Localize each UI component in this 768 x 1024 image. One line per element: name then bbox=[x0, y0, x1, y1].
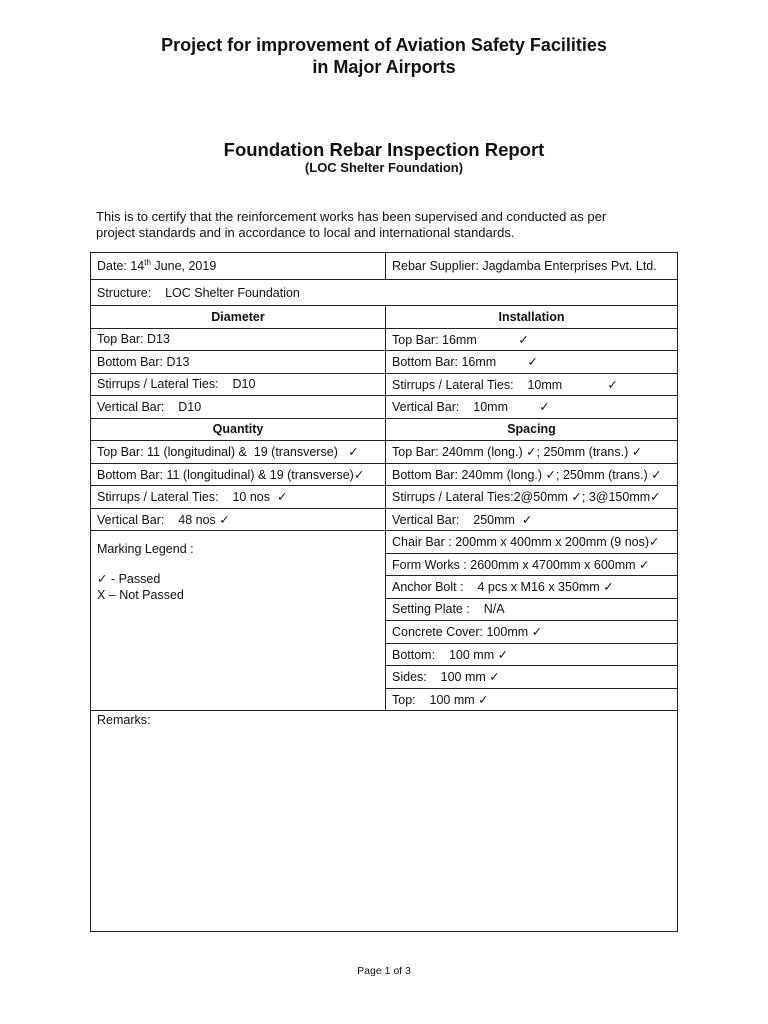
installation-cell: Stirrups / Lateral Ties: 10mm ✓ bbox=[386, 373, 678, 396]
report-subtitle: (LOC Shelter Foundation) bbox=[304, 160, 464, 175]
project-title-line2: in Major Airports bbox=[312, 57, 456, 77]
other-item-cell: Form Works : 2600mm x 4700mm x 600mm ✓ bbox=[386, 553, 678, 576]
spacing-cell: Vertical Bar: 250mm ✓ bbox=[386, 508, 678, 531]
legend-title: Marking Legend : bbox=[97, 542, 194, 556]
project-title-line1: Project for improvement of Aviation Safety Facilities bbox=[161, 35, 607, 55]
structure-cell: Structure: LOC Shelter Foundation bbox=[91, 280, 678, 306]
diameter-header: Diameter bbox=[91, 306, 386, 329]
date-suffix: June, 2019 bbox=[150, 259, 217, 273]
other-item-cell: Setting Plate : N/A bbox=[386, 598, 678, 621]
date-ordinal: th bbox=[144, 257, 151, 267]
remarks-cell bbox=[91, 711, 678, 932]
table-row bbox=[91, 463, 678, 486]
table-row bbox=[91, 373, 678, 396]
report-title: Foundation Rebar Inspection Report bbox=[223, 139, 545, 160]
section-header-row bbox=[91, 418, 678, 441]
certification-line: This is to certify that the reinforcement works has been supervised and conducted as per bbox=[96, 209, 607, 224]
legend-passed: ✓ - Passed bbox=[97, 572, 161, 586]
other-item-cell: Chair Bar : 200mm x 400mm x 200mm (9 nos)✓ bbox=[386, 531, 678, 554]
page-number: Page 1 of 3 bbox=[357, 965, 411, 977]
diameter-cell: Stirrups / Lateral Ties: D10 bbox=[91, 373, 386, 396]
legend-not-passed: X – Not Passed bbox=[97, 588, 184, 602]
remarks-row bbox=[91, 711, 678, 932]
spacing-cell: Bottom Bar: 240mm (long.) ✓; 250mm (trans.) ✓ bbox=[386, 463, 678, 486]
table-row bbox=[91, 441, 678, 464]
spacing-header: Spacing bbox=[386, 418, 678, 441]
installation-cell: Bottom Bar: 16mm ✓ bbox=[386, 351, 678, 374]
section-header-row bbox=[91, 306, 678, 329]
diameter-cell: Bottom Bar: D13 bbox=[91, 351, 386, 374]
quantity-cell: Vertical Bar: 48 nos ✓ bbox=[91, 508, 386, 531]
table-row bbox=[91, 396, 678, 419]
date-prefix: Date: 14 bbox=[97, 259, 145, 273]
table-row bbox=[91, 328, 678, 351]
diameter-cell: Top Bar: D13 bbox=[91, 328, 386, 351]
spacing-cell: Stirrups / Lateral Ties:2@50mm ✓; 3@150mm✓ bbox=[386, 486, 678, 509]
other-item-cell: Bottom: 100 mm ✓ bbox=[386, 643, 678, 666]
installation-cell: Vertical Bar: 10mm ✓ bbox=[386, 396, 678, 419]
inspection-table bbox=[90, 252, 678, 932]
certification-statement bbox=[96, 209, 656, 241]
quantity-cell: Top Bar: 11 (longitudinal) & 19 (transverse) ✓ bbox=[91, 441, 386, 464]
remarks-label: Remarks: bbox=[97, 713, 151, 727]
supplier-cell: Rebar Supplier: Jagdamba Enterprises Pvt. Ltd. bbox=[386, 253, 678, 280]
table-row bbox=[91, 508, 678, 531]
certification-line: project standards and in accordance to local and international standards. bbox=[96, 225, 515, 240]
table-row bbox=[91, 253, 678, 280]
other-item-cell: Top: 100 mm ✓ bbox=[386, 688, 678, 711]
quantity-header: Quantity bbox=[91, 418, 386, 441]
marking-legend bbox=[91, 531, 386, 711]
other-item-cell: Concrete Cover: 100mm ✓ bbox=[386, 621, 678, 644]
table-row bbox=[91, 486, 678, 509]
other-item-cell: Sides: 100 mm ✓ bbox=[386, 666, 678, 689]
installation-cell: Top Bar: 16mm ✓ bbox=[386, 328, 678, 351]
table-row bbox=[91, 280, 678, 306]
quantity-cell: Bottom Bar: 11 (longitudinal) & 19 (transverse)✓ bbox=[91, 463, 386, 486]
quantity-cell: Stirrups / Lateral Ties: 10 nos ✓ bbox=[91, 486, 386, 509]
installation-header: Installation bbox=[386, 306, 678, 329]
spacing-cell: Top Bar: 240mm (long.) ✓; 250mm (trans.) ✓ bbox=[386, 441, 678, 464]
table-row bbox=[91, 531, 678, 554]
table-row bbox=[91, 351, 678, 374]
diameter-cell: Vertical Bar: D10 bbox=[91, 396, 386, 419]
other-item-cell: Anchor Bolt : 4 pcs x M16 x 350mm ✓ bbox=[386, 576, 678, 599]
date-cell bbox=[91, 253, 386, 280]
